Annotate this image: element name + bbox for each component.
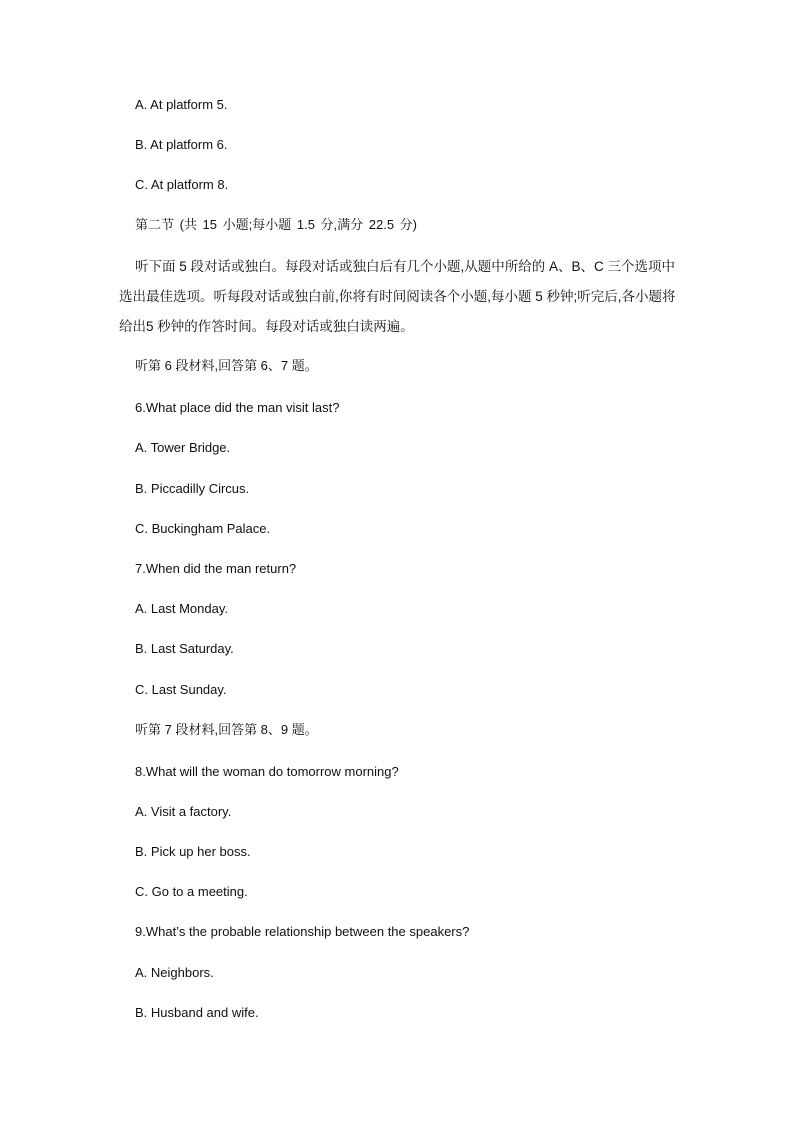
- q5-option-b: B. At platform 6.: [135, 137, 228, 152]
- q9-option-a: A. Neighbors.: [135, 965, 214, 980]
- q9-option-b: B. Husband and wife.: [135, 1005, 259, 1020]
- q5-option-a: A. At platform 5.: [135, 97, 228, 112]
- q8-option-a: A. Visit a factory.: [135, 804, 232, 819]
- question-6: 6.What place did the man visit last?: [135, 400, 340, 415]
- q7-option-a: A. Last Monday.: [135, 601, 228, 616]
- q6-option-c: C. Buckingham Palace.: [135, 521, 271, 536]
- question-7: 7.When did the man return?: [135, 561, 297, 576]
- section-heading: 第二节 (共 15 小题;每小题 1.5 分,满分 22.5 分): [135, 217, 417, 232]
- q7-option-b: B. Last Saturday.: [135, 641, 234, 656]
- q8-option-c: C. Go to a meeting.: [135, 884, 248, 899]
- material-7-heading: 听第 7 段材料,回答第 8、9 题。: [135, 722, 318, 737]
- q6-option-a: A. Tower Bridge.: [135, 440, 231, 455]
- q6-option-b: B. Piccadilly Circus.: [135, 481, 250, 496]
- question-9: 9.What’s the probable relationship between the speakers?: [135, 924, 470, 939]
- q7-option-c: C. Last Sunday.: [135, 682, 227, 697]
- material-6-heading: 听第 6 段材料,回答第 6、7 题。: [135, 358, 318, 373]
- q5-option-c: C. At platform 8.: [135, 177, 229, 192]
- q8-option-b: B. Pick up her boss.: [135, 844, 251, 859]
- instructions-paragraph: 听下面 5 段对话或独白。每段对话或独白后有几个小题,从题中所给的 A、B、C 三个选项中选出最佳选项。听每段对话或独白前,你将有时间阅读各个小题,每小题 5 秒钟;听完后,各小题将给出5 秒钟的作答时间。每段对话或独白读两遍。: [119, 259, 676, 334]
- question-8: 8.What will the woman do tomorrow morning?: [135, 764, 399, 779]
